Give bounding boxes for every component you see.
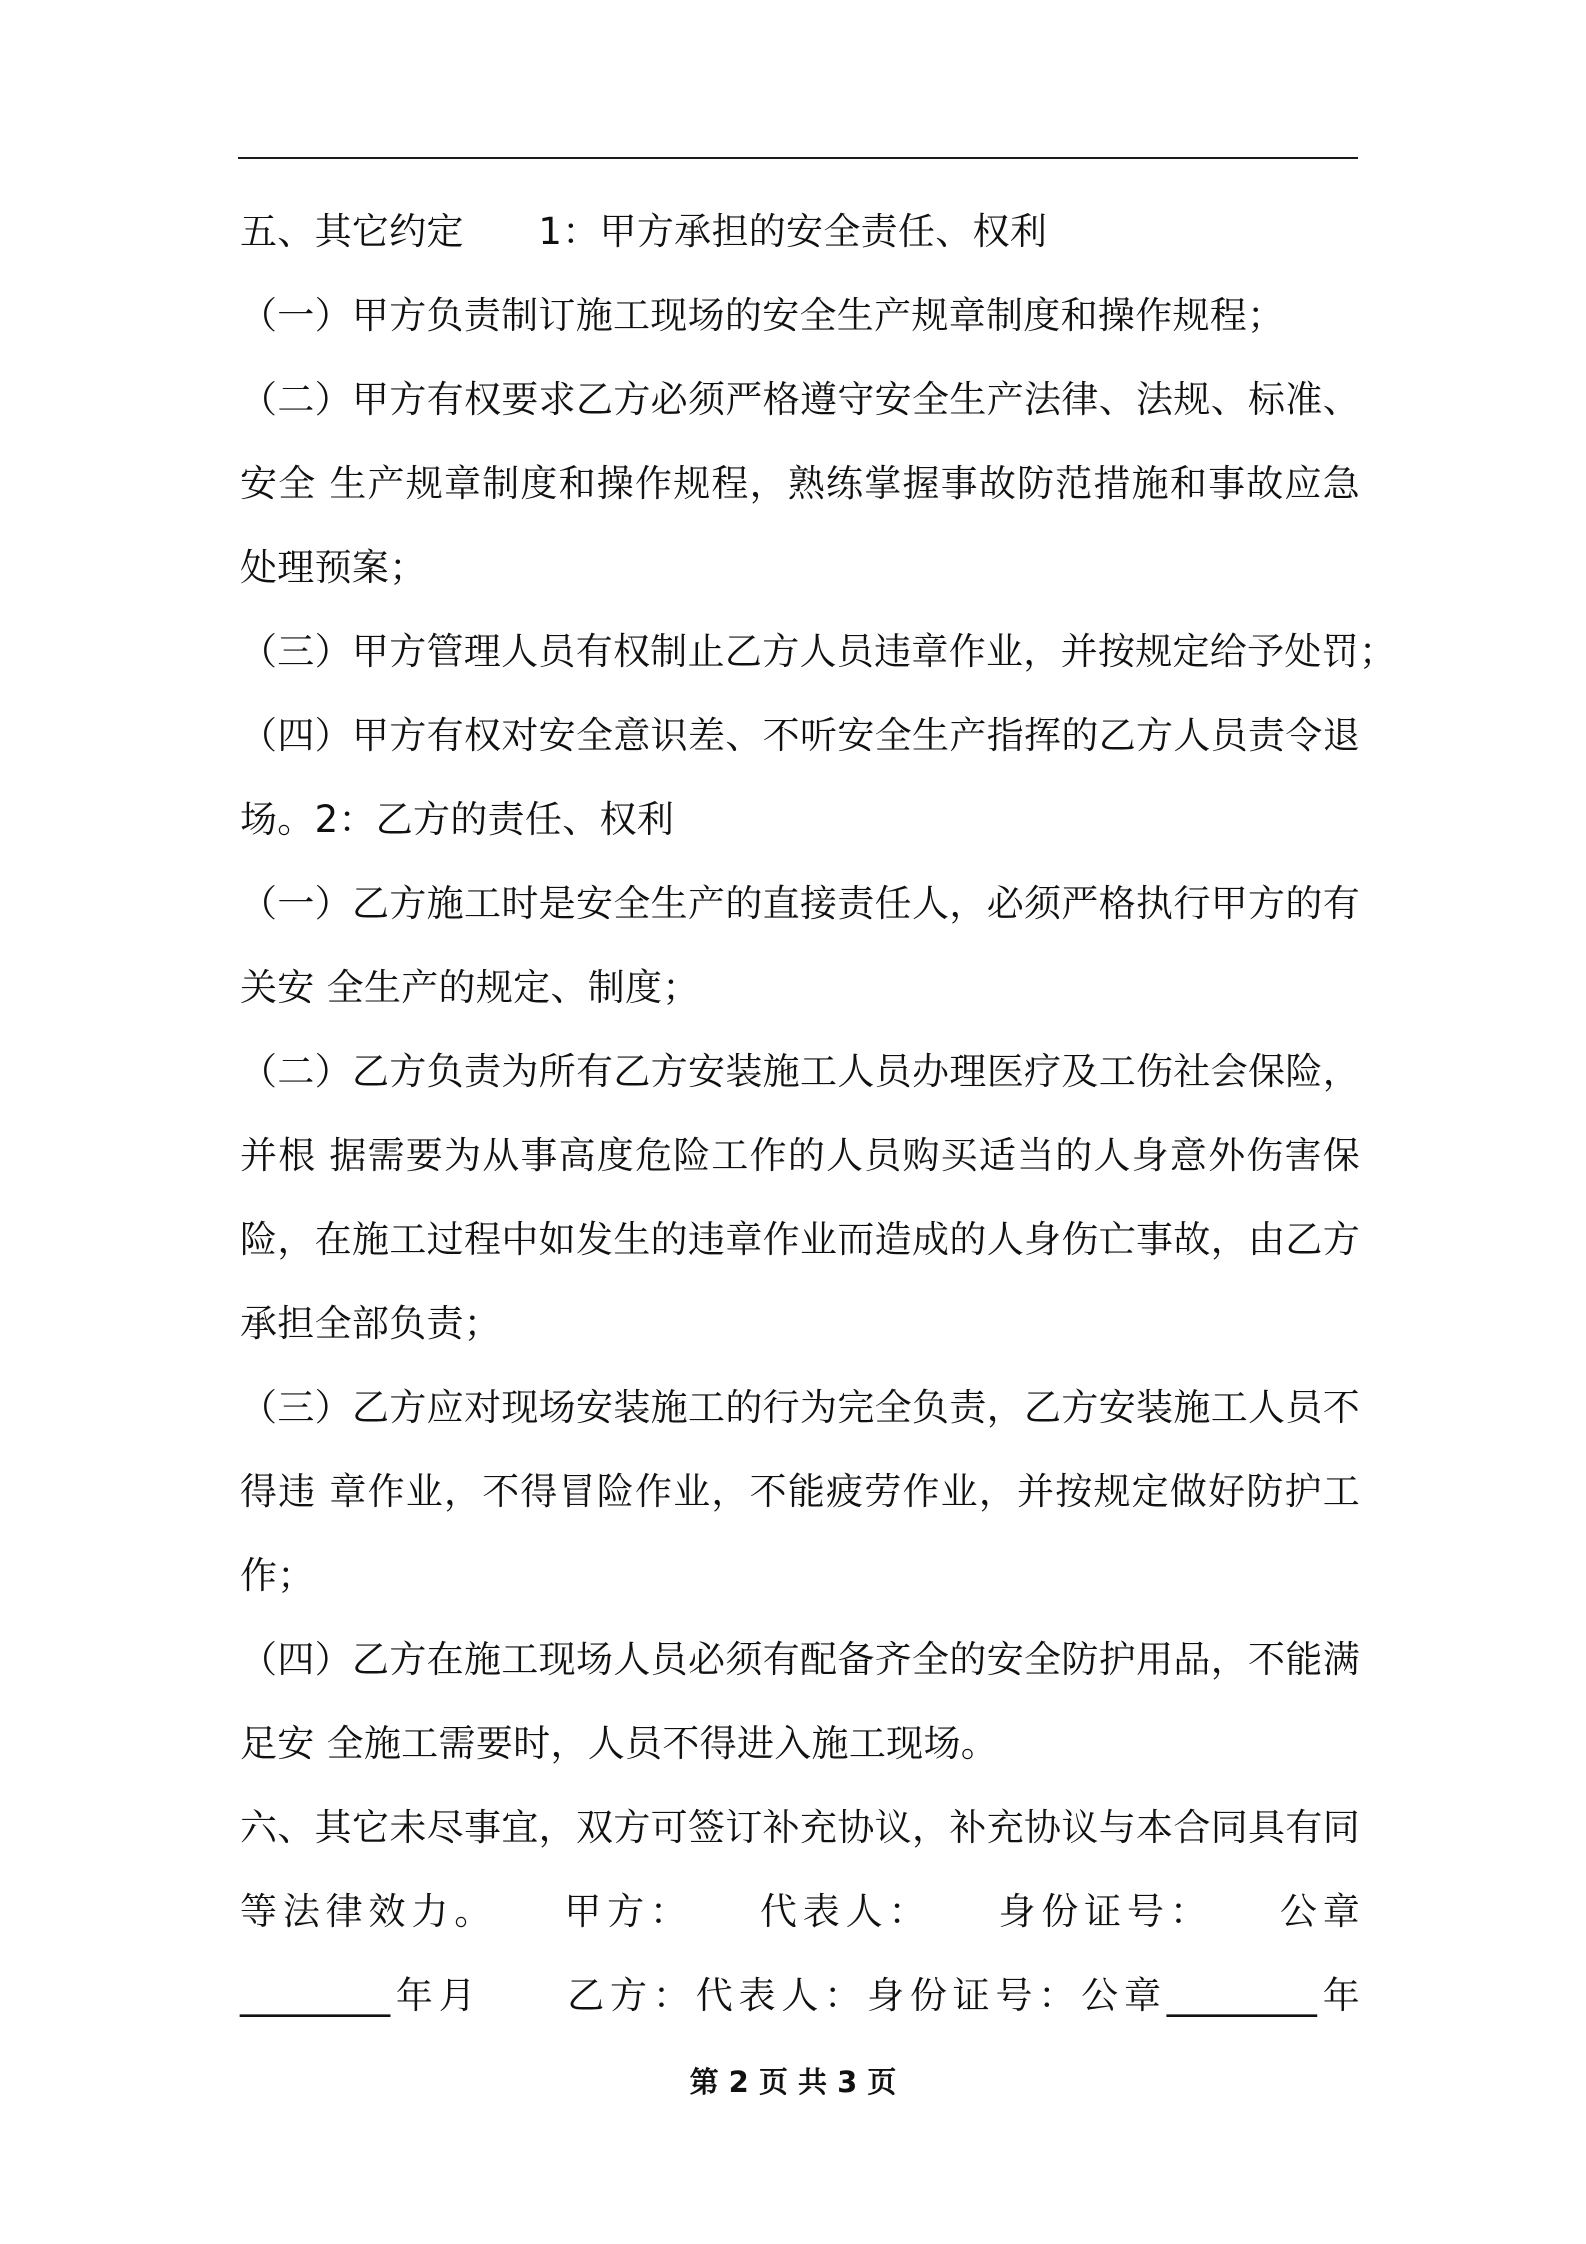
paragraph-line: 六、其它未尽事宜，双方可签订补充协议，补充协议与本合同具有同: [240, 1806, 1360, 1849]
paragraph-line: （四）甲方有权对安全意识差、不听安全生产指挥的乙方人员责令退: [240, 714, 1360, 757]
paragraph-line: （四）乙方在施工现场人员必须有配备齐全的安全防护用品，不能满: [240, 1638, 1360, 1681]
paragraph-line: 处理预案；: [240, 546, 427, 589]
paragraph-line: 场。2：乙方的责任、权利: [240, 798, 675, 841]
paragraph-line: 并根 据需要为从事高度危险工作的人员购买适当的人身意外伤害保: [240, 1134, 1360, 1177]
section-heading-other-terms: 五、其它约定 1：甲方承担的安全责任、权利: [240, 210, 1048, 253]
paragraph-line: （一）乙方施工时是安全生产的直接责任人，必须严格执行甲方的有: [240, 882, 1360, 925]
paragraph-line: 足安 全施工需要时，人员不得进入施工现场。: [240, 1722, 999, 1765]
paragraph-line: （三）乙方应对现场安装施工的行为完全负责，乙方安装施工人员不: [240, 1386, 1360, 1429]
document-body: [240, 190, 1397, 2038]
paragraph-line: 安全 生产规章制度和操作规程，熟练掌握事故防范措施和事故应急: [240, 462, 1360, 505]
paragraph-line: （二）甲方有权要求乙方必须严格遵守安全生产法律、法规、标准、: [240, 378, 1360, 421]
paragraph-line: （二）乙方负责为所有乙方安装施工人员办理医疗及工伤社会保险，: [240, 1050, 1360, 1093]
paragraph-line: 作；: [240, 1554, 315, 1597]
paragraph-line: （一）甲方负责制订施工现场的安全生产规章制度和操作规程；: [240, 294, 1285, 337]
signature-line: ________年月 乙方：代表人：身份证号：公章________年: [240, 1974, 1360, 2017]
paragraph-line: 险，在施工过程中如发生的违章作业而造成的人身伤亡事故，由乙方: [240, 1218, 1360, 1261]
paragraph-line: 承担全部负责；: [240, 1302, 502, 1345]
paragraph-line: 关安 全生产的规定、制度；: [240, 966, 700, 1009]
signature-line: 等法律效力。 甲方： 代表人： 身份证号： 公章: [240, 1890, 1360, 1933]
page-number-footer: 第 2 页 共 3 页: [689, 2065, 897, 2099]
paragraph-line: 得违 章作业，不得冒险作业，不能疲劳作业，并按规定做好防护工: [240, 1470, 1360, 1513]
paragraph-line: （三）甲方管理人员有权制止乙方人员违章作业，并按规定给予处罚；: [240, 630, 1397, 673]
header-rule: [238, 157, 1358, 159]
